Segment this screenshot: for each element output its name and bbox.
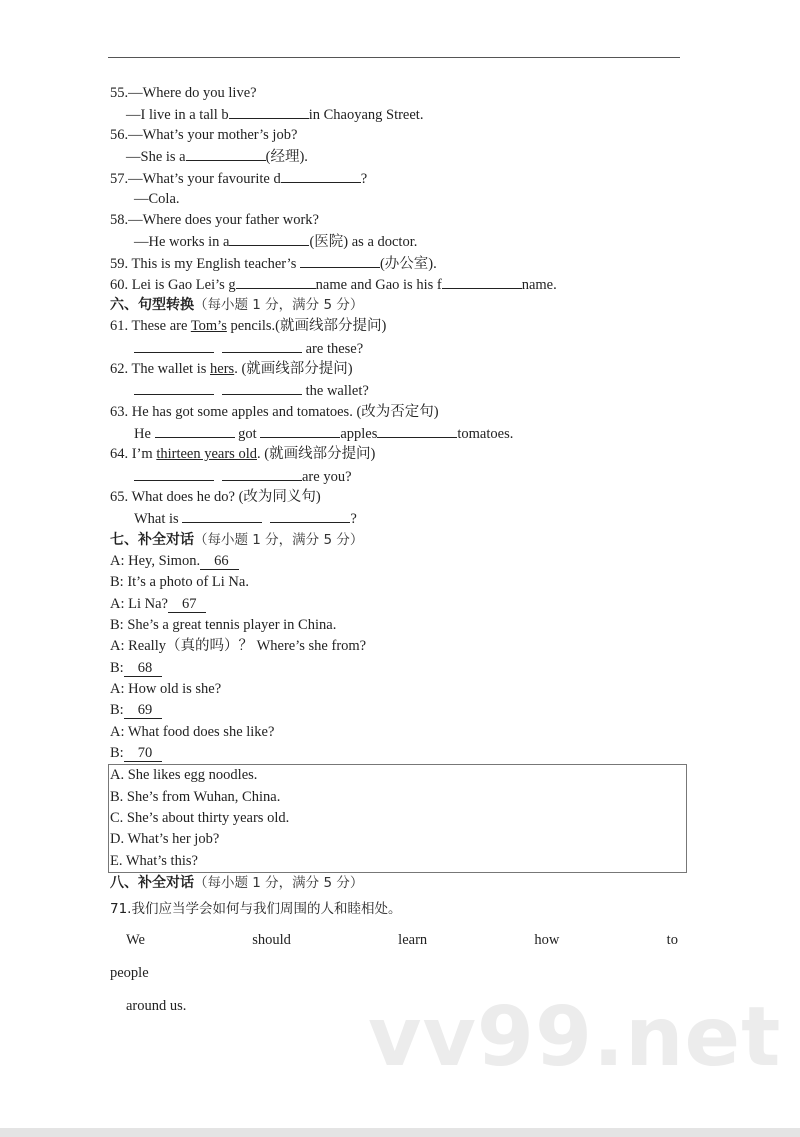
blank[interactable]	[134, 339, 214, 353]
blank[interactable]	[229, 105, 309, 119]
blank[interactable]	[222, 381, 302, 395]
q56-question: 56.—What’s your mother’s job?	[110, 127, 298, 143]
blank-66[interactable]: 66	[200, 554, 239, 570]
blank[interactable]	[260, 424, 340, 438]
option-e: E. What’s this?	[110, 853, 198, 869]
word: should	[252, 932, 291, 948]
dialog-line: A: Hey, Simon. 66	[110, 552, 239, 570]
blank[interactable]	[236, 275, 316, 289]
q59: 59. This is my English teacher’s (办公室).	[110, 256, 437, 272]
blank[interactable]	[186, 147, 266, 161]
q71-prompt: 71.我们应当学会如何与我们周围的人和睦相处。	[110, 901, 402, 917]
word: to	[666, 932, 678, 948]
q60: 60. Lei is Gao Lei’s g name and Gao is his f name.	[110, 277, 557, 293]
q71-line-2: people	[110, 965, 149, 981]
q55-question: 55.—Where do you live?	[110, 85, 257, 101]
word: We	[126, 932, 145, 948]
blank[interactable]	[155, 424, 235, 438]
blank-70[interactable]: 70	[124, 746, 163, 762]
blank[interactable]	[134, 381, 214, 395]
blank[interactable]	[222, 467, 302, 481]
dialog-line: A: What food does she like?	[110, 724, 275, 740]
option-c: C. She’s about thirty years old.	[110, 810, 290, 826]
blank[interactable]	[281, 169, 361, 183]
option-a: A. She likes egg noodles.	[110, 767, 258, 783]
watermark: vv99.net	[368, 990, 782, 1085]
dialog-line: A: How old is she?	[110, 681, 222, 697]
dialog-line: A: Li Na? 67	[110, 595, 206, 613]
blank[interactable]	[222, 339, 302, 353]
q62-question: 62. The wallet is hers. (就画线部分提问)	[110, 361, 353, 377]
q71-answer-line	[126, 932, 678, 949]
header-rule	[108, 57, 680, 58]
q57-question: 57.—What’s your favourite d ?	[110, 171, 368, 187]
q71-line-3: around us.	[126, 998, 187, 1014]
dialog-line: B: It’s a photo of Li Na.	[110, 574, 249, 590]
q57-answer: —Cola.	[134, 191, 180, 207]
q61-question: 61. These are Tom’s pencils.(就画线部分提问)	[110, 318, 387, 334]
section-8-heading: 八、补全对话（每小题 1 分，满分 5 分）	[110, 875, 364, 891]
q55-answer: —I live in a tall b in Chaoyang Street.	[126, 107, 424, 123]
page-bottom-edge	[0, 1128, 800, 1137]
blank[interactable]	[134, 467, 214, 481]
blank[interactable]	[300, 254, 380, 268]
q64-question: 64. I’m thirteen years old. (就画线部分提问)	[110, 446, 376, 462]
q63-question: 63. He has got some apples and tomatoes. (改为否定句)	[110, 404, 439, 420]
option-d: D. What’s her job?	[110, 831, 220, 847]
q64-answer: are you?	[134, 467, 352, 486]
q58-answer: —He works in a (医院) as a doctor.	[134, 234, 418, 250]
dialog-line: A: Really（真的吗）？ Where’s she from?	[110, 638, 367, 654]
q56-answer: —She is a (经理).	[126, 149, 308, 165]
dialog-line: B: 69	[110, 701, 162, 719]
word: learn	[398, 932, 428, 948]
q58-question: 58.—Where does your father work?	[110, 212, 319, 228]
blank[interactable]	[377, 424, 457, 438]
q63-answer: He got apples tomatoes.	[134, 426, 514, 442]
blank-68[interactable]: 68	[124, 661, 163, 677]
word: how	[534, 932, 560, 948]
q61-answer: are these?	[134, 339, 363, 358]
q62-answer: the wallet?	[134, 381, 369, 400]
q65-answer: What is ?	[134, 511, 357, 527]
blank-67[interactable]: 67	[168, 597, 207, 613]
blank[interactable]	[182, 509, 262, 523]
dialog-line: B: 68	[110, 659, 162, 677]
blank-69[interactable]: 69	[124, 703, 163, 719]
q65-question: 65. What does he do? (改为同义句)	[110, 489, 321, 505]
blank[interactable]	[229, 232, 309, 246]
section-7-heading: 七、补全对话（每小题 1 分，满分 5 分）	[110, 532, 364, 548]
dialog-line: B: She’s a great tennis player in China.	[110, 617, 337, 633]
section-6-heading: 六、句型转换（每小题 1 分，满分 5 分）	[110, 297, 364, 313]
option-b: B. She’s from Wuhan, China.	[110, 789, 281, 805]
dialog-line: B: 70	[110, 744, 162, 762]
blank[interactable]	[442, 275, 522, 289]
blank[interactable]	[270, 509, 350, 523]
